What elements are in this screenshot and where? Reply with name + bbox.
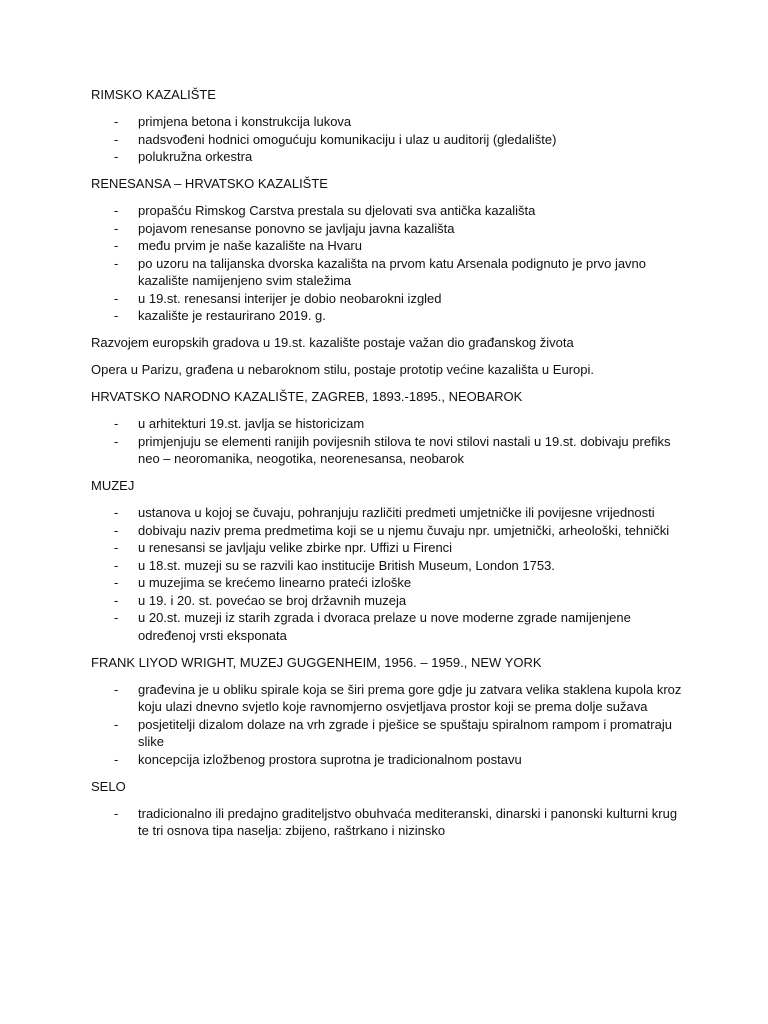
dash-bullet-icon: - [114, 290, 119, 306]
paragraph: HRVATSKO NARODNO KAZALIŠTE, ZAGREB, 1893.-1895., NEOBAROK [91, 389, 523, 404]
list-item-text: posjetitelji dizalom dolaze na vrh zgrade i pješice se spuštaju spiralnom rampom i promatraju slike [138, 716, 672, 749]
list-item-text: u renesansi se javljaju velike zbirke npr. Uffizi u Firenci [138, 540, 453, 555]
list-item-text: primjena betona i konstrukcija lukova [138, 114, 352, 129]
list-item [91, 113, 691, 131]
list-item [91, 539, 691, 557]
dash-bullet-icon: - [114, 149, 119, 164]
dash-bullet-icon: - [114, 416, 119, 431]
list-item-text: u 19. i 20. st. povećao se broj državnih muzeja [138, 592, 407, 608]
dash-bullet-icon: - [114, 592, 119, 608]
dash-bullet-icon: - [114, 505, 119, 520]
list-item [91, 592, 691, 610]
list-item [91, 255, 691, 290]
paragraph: RIMSKO KAZALIŠTE [91, 87, 216, 102]
bullet-list [91, 504, 691, 644]
list-item-text: koncepcija izložbenog prostora suprotna je tradicionalnom postavu [138, 751, 522, 767]
dash-bullet-icon: - [114, 522, 119, 538]
dash-bullet-icon: - [114, 751, 119, 767]
list-item [91, 609, 691, 644]
list-item [91, 290, 691, 308]
list-item-text: po uzoru na talijanska dvorska kazališta na prvom katu Arsenala podignuto je prvo javno kazalište namijenjeno svim staležima [138, 255, 647, 288]
list-item-text: polukružna orkestra [138, 149, 253, 164]
dash-bullet-icon: - [114, 610, 119, 625]
list-item [91, 805, 691, 840]
list-item-text: u 19.st. renesansi interijer je dobio neobarokni izgled [138, 290, 442, 306]
list-item-text: nadsvođeni hodnici omogućuju komunikaciju i ulaz u auditorij (gledalište) [138, 131, 557, 147]
document-body [91, 86, 691, 849]
bullet-list [91, 202, 691, 325]
list-item [91, 415, 691, 433]
bullet-list [91, 805, 691, 840]
list-item-text: u muzejima se krećemo linearno prateći izloške [138, 575, 412, 590]
dash-bullet-icon: - [114, 238, 119, 253]
list-item [91, 522, 691, 540]
paragraph: Opera u Parizu, građena u nebaroknom stilu, postaje prototip većine kazališta u Europi. [91, 362, 594, 377]
paragraph: FRANK LIYOD WRIGHT, MUZEJ GUGGENHEIM, 1956. – 1959., NEW YORK [91, 654, 542, 670]
list-item [91, 751, 691, 769]
dash-bullet-icon: - [114, 308, 119, 323]
dash-bullet-icon: - [114, 575, 119, 590]
list-item-text: dobivaju naziv prema predmetima koji se u njemu čuvaju npr. umjetnički, arheološki, tehnički [138, 522, 670, 538]
paragraph: RENESANSA – HRVATSKO KAZALIŠTE [91, 176, 328, 191]
list-item [91, 716, 691, 751]
list-item-text: u 20.st. muzeji iz starih zgrada i dvoraca prelaze u nove moderne zgrade namijenjene određenoj vrsti eksponata [138, 610, 631, 643]
list-item-text: građevina je u obliku spirale koja se širi prema gore gdje ju zatvara velika staklena kupola kroz koju ulazi dnevno svjetlo koje ravnomjerno osvjetljava prostor koji se prema dolje sužava [138, 681, 682, 714]
dash-bullet-icon: - [114, 433, 119, 449]
list-item [91, 202, 691, 220]
dash-bullet-icon: - [114, 220, 119, 236]
dash-bullet-icon: - [114, 131, 119, 147]
paragraph: MUZEJ [91, 478, 135, 493]
list-item-text: u arhitekturi 19.st. javlja se historicizam [138, 416, 365, 431]
list-item [91, 220, 691, 238]
dash-bullet-icon: - [114, 805, 119, 821]
list-item [91, 433, 691, 468]
bullet-list [91, 113, 691, 166]
dash-bullet-icon: - [114, 255, 119, 271]
paragraph: SELO [91, 778, 126, 794]
list-item-text: u 18.st. muzeji su se razvili kao institucije British Museum, London 1753. [138, 557, 555, 573]
list-item [91, 681, 691, 716]
list-item-text: tradicionalno ili predajno graditeljstvo obuhvaća mediteranski, dinarski i panonski kulturni krug te tri osnova tipa naselja: zbijeno, raštrkano i nizinsko [138, 805, 678, 838]
list-item [91, 131, 691, 149]
list-item [91, 557, 691, 575]
list-item-text: pojavom renesanse ponovno se javljaju javna kazališta [138, 220, 455, 236]
dash-bullet-icon: - [114, 681, 119, 697]
dash-bullet-icon: - [114, 557, 119, 573]
list-item [91, 237, 691, 255]
paragraph: Razvojem europskih gradova u 19.st. kazalište postaje važan dio građanskog života [91, 335, 574, 350]
list-item [91, 504, 691, 522]
list-item-text: propašću Rimskog Carstva prestala su djelovati sva antička kazališta [138, 203, 536, 218]
dash-bullet-icon: - [114, 540, 119, 555]
list-item [91, 148, 691, 166]
list-item-text: primjenjuju se elementi ranijih povijesnih stilova te novi stilovi nastali u 19.st. dobivaju prefiks neo – neoromanika, neogotika, neorenesansa, neobarok [138, 433, 671, 466]
list-item-text: ustanova u kojoj se čuvaju, pohranjuju različiti predmeti umjetničke ili povijesne vrijednosti [138, 505, 655, 520]
list-item [91, 307, 691, 325]
list-item-text: među prvim je naše kazalište na Hvaru [138, 238, 362, 253]
bullet-list [91, 681, 691, 769]
bullet-list [91, 415, 691, 468]
list-item-text: kazalište je restaurirano 2019. g. [138, 308, 326, 323]
dash-bullet-icon: - [114, 716, 119, 732]
dash-bullet-icon: - [114, 203, 119, 218]
dash-bullet-icon: - [114, 114, 119, 129]
list-item [91, 574, 691, 592]
